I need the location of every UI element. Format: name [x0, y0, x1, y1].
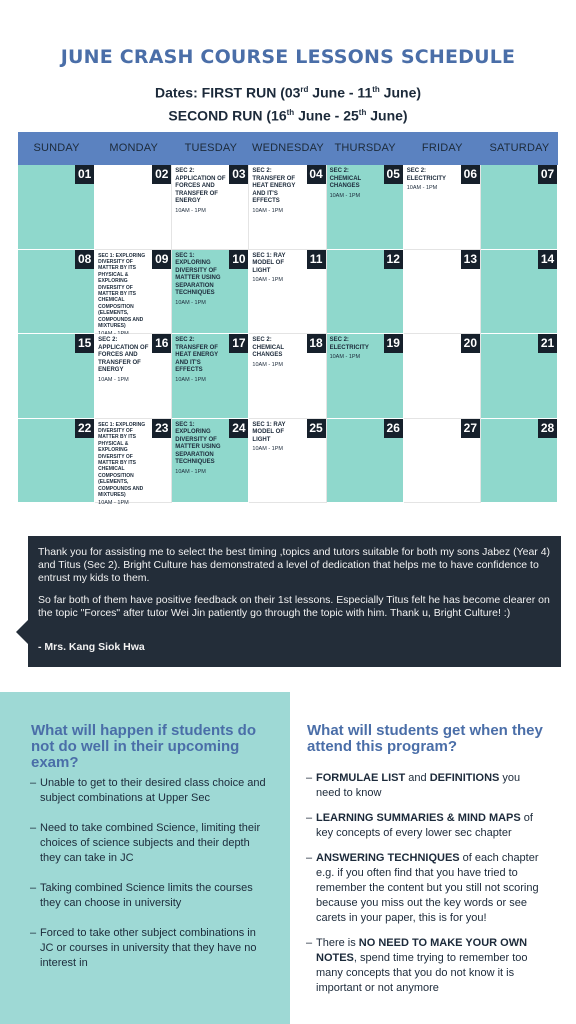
calendar-day-cell — [249, 250, 326, 335]
calendar-day-cell — [404, 250, 481, 335]
day-number: 01 — [75, 165, 94, 184]
calendar-day-cell — [95, 334, 172, 419]
lesson-time: 10AM - 1PM — [252, 277, 283, 283]
calendar-day-cell — [327, 334, 404, 419]
lesson-title: SEC 2: ELECTRICITY — [329, 337, 369, 351]
left-info-panel — [0, 692, 290, 1024]
day-number: 27 — [461, 419, 480, 438]
list-item — [306, 811, 546, 841]
right-panel-list — [306, 771, 546, 1006]
lesson-entry — [175, 422, 226, 477]
calendar-day-cell — [481, 334, 558, 419]
day-number: 26 — [384, 419, 403, 438]
lesson-title: SEC 1: RAY MODEL OF LIGHT — [252, 252, 286, 274]
body-text: There is — [316, 937, 359, 949]
weekday-label: WEDNESDAY — [252, 142, 324, 154]
day-number: 11 — [307, 250, 326, 269]
lesson-entry — [252, 253, 303, 285]
day-number: 23 — [152, 419, 171, 438]
lesson-title: SEC 2: TRANSFER OF HEAT ENERGY AND IT'S EFFECTS — [252, 168, 296, 204]
weekday-label: TUESDAY — [184, 142, 238, 154]
day-number: 17 — [229, 334, 248, 353]
day-number: 07 — [538, 165, 557, 184]
lesson-entry — [175, 168, 226, 215]
emphasis-text: FORMULAE LIST — [316, 772, 406, 784]
day-number: 08 — [75, 250, 94, 269]
lesson-time: 10AM - 1PM — [252, 446, 283, 452]
day-number: 16 — [152, 334, 171, 353]
list-item: – Need to take combined Science, limiting their choices of science subjects and their depth they can take in JC — [30, 821, 270, 866]
day-number: 19 — [384, 334, 403, 353]
emphasis-text: NO NEED TO MAKE YOUR OWN NOTES — [316, 937, 528, 964]
calendar-day-cell — [95, 250, 172, 335]
day-number: 05 — [384, 165, 403, 184]
lesson-title: SEC 2: CHEMICAL CHANGES — [252, 337, 284, 358]
calendar-day-cell — [95, 419, 172, 507]
lesson-entry — [252, 337, 303, 369]
body-text: of each chapter e.g. if you often find that you have tried to remember the content but you still not scoring because you miss out the key words or see carets in your paper, this is for you! — [316, 852, 539, 924]
day-number: 03 — [229, 165, 248, 184]
calendar-day-cell — [327, 165, 404, 250]
emphasis-text: LEARNING SUMMARIES & MIND MAPS — [316, 812, 521, 824]
lesson-title: SEC 2: CHEMICAL CHANGES — [329, 168, 362, 189]
calendar-day-cell — [481, 165, 558, 250]
lesson-entry — [98, 422, 149, 507]
lesson-title: SEC 2: TRANSFER OF HEAT ENERGY AND IT'S EFFECTS — [175, 337, 219, 373]
day-number: 13 — [461, 250, 480, 269]
right-panel-heading: What will students get when they attend this program? — [307, 722, 543, 755]
day-number: 15 — [75, 334, 94, 353]
calendar-day-cell — [404, 419, 481, 504]
lesson-title: SEC 1: EXPLORING DIVERSITY OF MATTER USING SEPARATION TECHNIQUES — [175, 252, 221, 296]
weekday-label: SUNDAY — [33, 142, 80, 154]
day-number: 12 — [384, 250, 403, 269]
calendar-day-cell — [18, 419, 95, 504]
day-number: 24 — [229, 419, 248, 438]
calendar-day-cell — [172, 334, 249, 419]
lesson-entry — [407, 168, 458, 193]
lesson-title: SEC 1: RAY MODEL OF LIGHT — [252, 421, 286, 443]
calendar-day-cell — [18, 250, 95, 335]
testimonial-paragraph-1: Thank you for assisting me to select the best timing ,topics and tutors suitable for both my sons Jabez (Year 4) and Titus (Sec 2). Bright Culture has demonstrated a level of dedication that helps me to have confidence to entrust my kids to them. — [38, 546, 551, 584]
day-number: 10 — [229, 250, 248, 269]
lesson-time: 10AM - 1PM — [175, 376, 206, 383]
day-number: 25 — [307, 419, 326, 438]
speech-bubble-tail — [16, 620, 28, 644]
lesson-entry — [252, 168, 303, 215]
weekday-label: SATURDAY — [489, 142, 550, 154]
lesson-entry — [175, 337, 226, 384]
testimonial-box — [28, 536, 561, 667]
calendar-day-cell — [404, 165, 481, 250]
left-panel-list — [30, 776, 270, 986]
day-number: 09 — [152, 250, 171, 269]
weekday-label: THURSDAY — [334, 142, 396, 154]
lesson-title: SEC 1: EXPLORING DIVERSITY OF MATTER BY ITS PHYSICAL & EXPLORING DIVERSITY OF MATTER BY ITS CHEMICAL COMPOSITION (ELEMENTS, COMPOUNDS AND MIXTURES) — [98, 252, 146, 329]
schedule-calendar — [18, 132, 558, 507]
day-number: 18 — [307, 334, 326, 353]
emphasis-text: ANSWERING TECHNIQUES — [316, 852, 460, 864]
calendar-day-cell — [404, 334, 481, 419]
body-text: , spend time trying to remember too many concepts that you do not know it is important or not anymore — [316, 952, 528, 994]
day-number: 04 — [307, 165, 326, 184]
lesson-time: 10AM - 1PM — [252, 207, 283, 214]
list-item — [306, 851, 546, 926]
day-number: 20 — [461, 334, 480, 353]
calendar-grid — [18, 165, 558, 507]
lesson-entry — [330, 168, 381, 200]
list-item — [306, 771, 546, 801]
body-text: and — [405, 772, 430, 784]
lesson-time: 10AM - 1PM — [98, 500, 129, 507]
calendar-day-cell — [327, 419, 404, 504]
list-item — [306, 936, 546, 996]
day-number: 28 — [538, 419, 557, 438]
lesson-entry — [252, 422, 303, 454]
body-text: you need to know — [316, 772, 521, 799]
first-run-dates: Dates: FIRST RUN (03rd June - 11th June) — [154, 84, 422, 101]
calendar-day-cell — [95, 165, 172, 250]
calendar-day-cell — [481, 250, 558, 335]
list-item: – Taking combined Science limits the courses they can choose in university — [30, 881, 270, 911]
lesson-entry — [175, 253, 226, 308]
lesson-entry — [98, 337, 149, 384]
lesson-time: 10AM - 1PM — [329, 354, 361, 360]
lesson-time: 10AM - 1PM — [175, 299, 206, 306]
day-number: 22 — [75, 419, 94, 438]
lesson-title: SEC 1: EXPLORING DIVERSITY OF MATTER USING SEPARATION TECHNIQUES — [175, 421, 221, 465]
lesson-time: 10AM - 1PM — [175, 207, 206, 214]
lesson-time: 10AM - 1PM — [252, 361, 283, 368]
calendar-day-cell — [327, 250, 404, 335]
list-item: – Forced to take other subject combinations in JC or courses in university that they have no interest in — [30, 926, 270, 971]
day-number: 21 — [538, 334, 557, 353]
calendar-day-cell — [18, 334, 95, 419]
calendar-day-cell — [249, 334, 326, 419]
lesson-time: 10AM - 1PM — [98, 376, 129, 383]
calendar-day-cell — [18, 165, 95, 250]
emphasis-text: DEFINITIONS — [429, 772, 500, 784]
second-run-dates: SECOND RUN (16th June - 25th June) — [168, 107, 408, 124]
lesson-title: SEC 1: EXPLORING DIVERSITY OF MATTER BY ITS PHYSICAL & EXPLORING DIVERSITY OF MATTER BY ITS CHEMICAL COMPOSITION (ELEMENTS, COMPOUNDS AND MIXTURES) — [98, 421, 146, 498]
left-panel-heading: What will happen if students do not do well in their upcoming exam? — [31, 722, 256, 771]
weekday-header — [18, 132, 558, 165]
calendar-day-cell — [172, 419, 249, 504]
lesson-entry — [330, 337, 381, 362]
lesson-entry — [98, 253, 149, 338]
lesson-title: SEC 2: ELECTRICITY — [406, 168, 447, 182]
day-number: 14 — [538, 250, 557, 269]
dates-block — [0, 80, 576, 125]
weekday-label: MONDAY — [109, 142, 159, 154]
day-number: 06 — [461, 165, 480, 184]
testimonial-paragraph-2: So far both of them have positive feedback on their 1st lessons. Especially Titus felt he has become clearer on the topic "Forces" after tutor Wei Jin patiently go through the topic with him. Thank u, Bright Culture! :) — [38, 594, 550, 619]
lesson-title: SEC 2: APPLICATION OF FORCES AND TRANSFER OF ENERGY — [175, 168, 226, 204]
page-title: JUNE CRASH COURSE LESSONS SCHEDULE — [60, 46, 516, 68]
calendar-day-cell — [249, 165, 326, 250]
calendar-day-cell — [172, 165, 249, 250]
day-number: 02 — [152, 165, 171, 184]
lesson-time: 10AM - 1PM — [329, 192, 361, 199]
calendar-day-cell — [481, 419, 558, 504]
lesson-time: 10AM - 1PM — [175, 468, 206, 475]
weekday-label: FRIDAY — [421, 142, 463, 154]
lesson-time: 10AM - 1PM — [406, 185, 438, 191]
body-text: of key concepts of every lower sec chapter — [316, 812, 533, 839]
list-item: – Unable to get to their desired class choice and subject combinations at Upper Sec — [30, 776, 270, 806]
calendar-day-cell — [249, 419, 326, 504]
calendar-day-cell — [172, 250, 249, 335]
testimonial-author: - Mrs. Kang Siok Hwa — [38, 641, 145, 653]
lesson-title: SEC 2: APPLICATION OF FORCES AND TRANSFER OF ENERGY — [98, 337, 149, 373]
